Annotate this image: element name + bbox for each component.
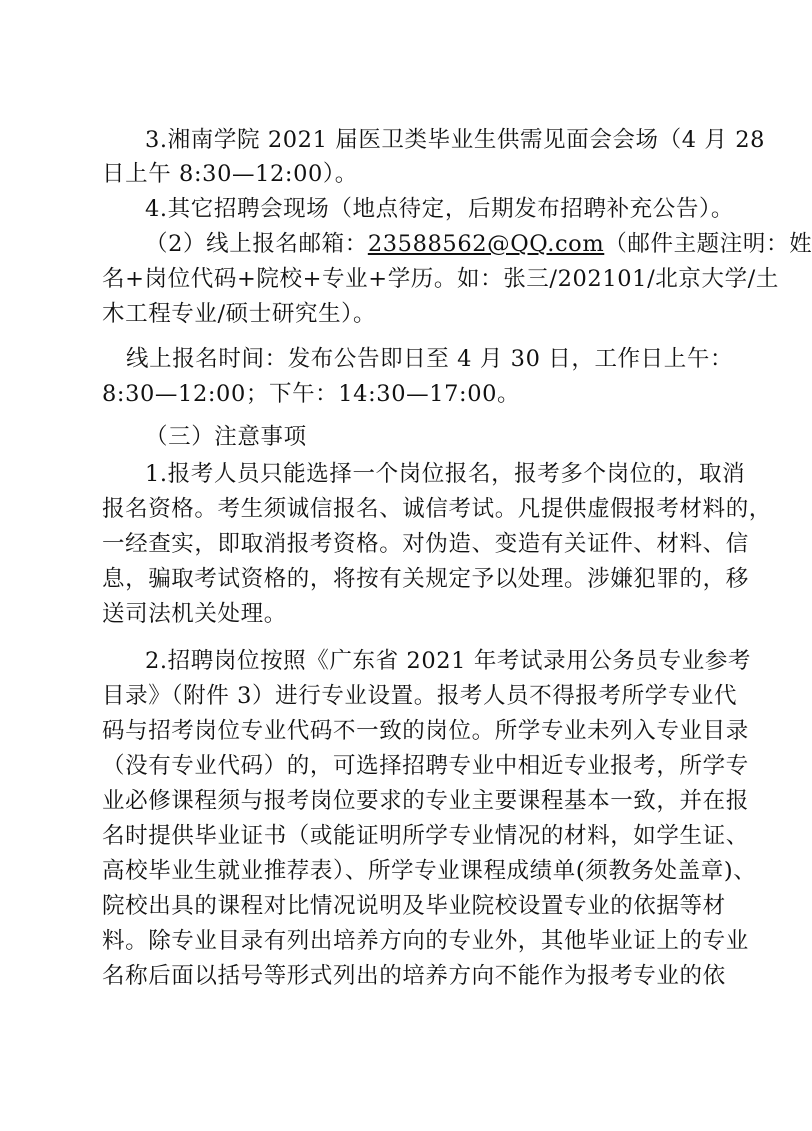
text-line: 息，骗取考试资格的，将按有关规定予以处理。涉嫌犯罪的，移 — [102, 566, 749, 592]
text-line: 业必修课程须与报考岗位要求的专业主要课程基本一致，并在报 — [102, 788, 749, 814]
text-line: 一经查实，即取消报考资格。对伪造、变造有关证件、材料、信 — [102, 531, 749, 557]
text-line: 8:30—12:00；下午：14:30—17:00。 — [102, 381, 521, 407]
text-line: 3.湘南学院 2021 届医卫类毕业生供需见面会会场（4 月 28 — [145, 127, 766, 153]
text-line: 送司法机关处理。 — [102, 601, 287, 627]
text-line: 名+岗位代码+院校+专业+学历。如：张三/202101/北京大学/土 — [102, 266, 779, 292]
text-line: 4.其它招聘会现场（地点待定，后期发布招聘补充公告）。 — [145, 196, 734, 222]
text-line: 木工程专业/硕士研究生）。 — [102, 301, 377, 327]
text-line: （没有专业代码）的，可选择招聘专业中相近专业报考，所学专 — [102, 753, 749, 779]
email-paragraph-line — [145, 228, 812, 260]
text-line: 报名资格。考生须诚信报名、诚信考试。凡提供虚假报考材料的， — [102, 496, 772, 522]
text-line: 2.招聘岗位按照《广东省 2021 年考试录用公务员专业参考 — [145, 648, 752, 674]
text-line: 1.报考人员只能选择一个岗位报名，报考多个岗位的，取消 — [145, 461, 746, 487]
text-line: 码与招考岗位专业代码不一致的岗位。所学专业未列入专业目录 — [102, 718, 749, 744]
section-heading: （三）注意事项 — [145, 424, 307, 450]
text-line: 目录》（附件 3）进行专业设置。报考人员不得报考所学专业代 — [102, 683, 738, 709]
email-link[interactable]: 23588562@QQ.com — [367, 231, 605, 257]
text-line: 料。除专业目录有列出培养方向的专业外，其他毕业证上的专业 — [102, 928, 749, 954]
text-line: 院校出具的课程对比情况说明及毕业院校设置专业的依据等材 — [102, 893, 726, 919]
text-line: 线上报名时间：发布公告即日至 4 月 30 日，工作日上午： — [126, 346, 734, 372]
text-line: 名时提供毕业证书（或能证明所学专业情况的材料，如学生证、 — [102, 823, 749, 849]
text-line: 日上午 8:30—12:00）。 — [102, 161, 358, 187]
email-note: （邮件主题注明：姓 — [604, 231, 812, 257]
email-label: （2）线上报名邮箱： — [145, 231, 368, 257]
text-line: 高校毕业生就业推荐表）、所学专业课程成绩单(须教务处盖章)、 — [102, 858, 757, 884]
text-line: 名称后面以括号等形式列出的培养方向不能作为报考专业的依 — [102, 963, 726, 989]
